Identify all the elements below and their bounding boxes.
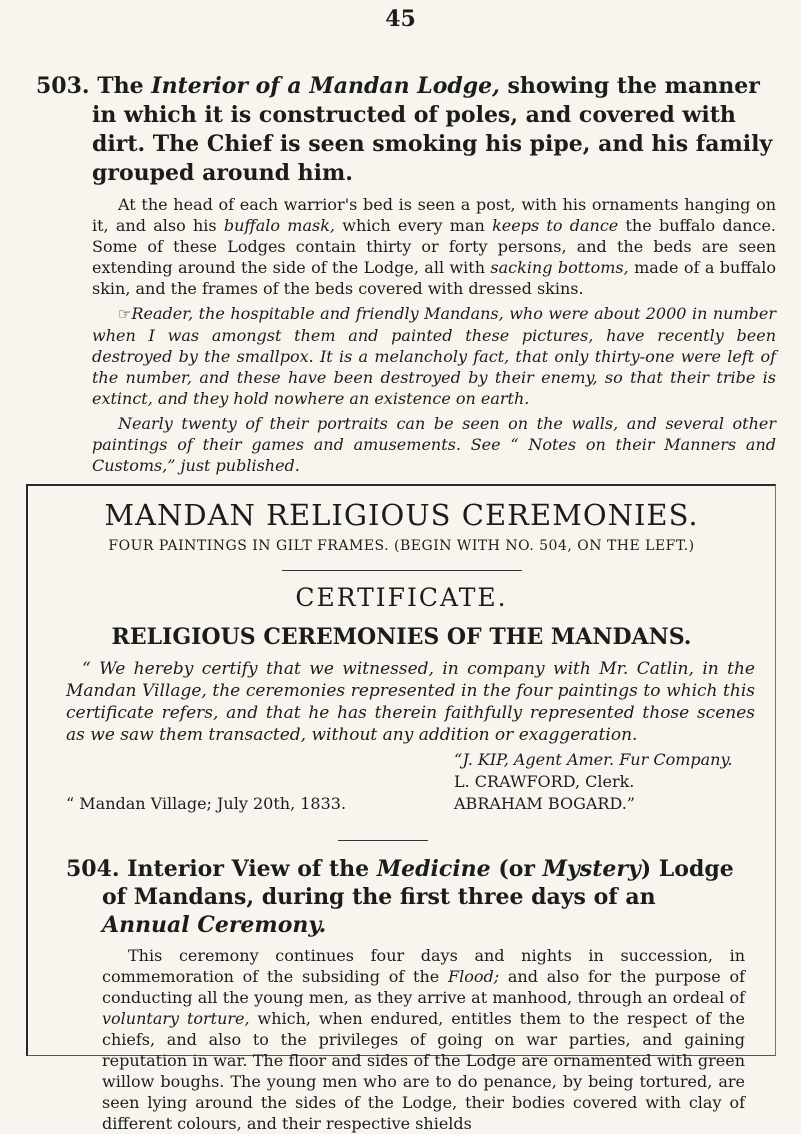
text: made of a buffalo skin, and the frames of the beds covered with dressed skins. [92, 258, 776, 298]
title-text: ) Lodge of Mandans, during the first three days of an [102, 856, 734, 910]
entry-number: 503. [36, 73, 90, 99]
certificate-title: CERTIFICATE. [295, 583, 508, 612]
italic-text: sacking bottoms, [490, 258, 629, 277]
certificate-date: “ Mandan Village; July 20th, 1833. [66, 794, 347, 813]
title-italic: of [247, 73, 280, 99]
italic-text: voluntary torture, [102, 1009, 250, 1028]
certificate-body: “ We hereby certify that we witnessed, in company with Mr. Catlin, in the Mandan Village, the ceremonies represented in the four paintings to which this certificate refers, and that he has therein faithfully represented those scenes as we saw them transacted, without any addition or exaggeration. [66, 659, 755, 745]
divider [282, 570, 522, 571]
italic-text: keeps to dance [492, 216, 619, 235]
entry-504-body [102, 945, 745, 1134]
block-title: MANDAN RELIGIOUS CEREMONIES. [104, 498, 699, 532]
italic-text: Flood; [447, 967, 500, 986]
ceremonies-block [26, 484, 776, 1133]
entry-503-body [92, 194, 776, 476]
title-text: The [97, 73, 152, 99]
text: the buffalo dance. Some of these Lodges contain thirty or forty persons, and the beds are seen extending around the side of the Lodge, all with [92, 216, 777, 277]
pointing-hand-icon: ☞ [118, 305, 132, 323]
signatures [28, 746, 775, 824]
text: and also for the purpose of conducting all the young men, as they arrive at manhood, through an ordeal of [102, 967, 745, 1007]
block-subtitle: FOUR PAINTINGS IN GILT FRAMES. (BEGIN WITH NO. 504, ON THE LEFT.) [108, 538, 695, 554]
title-text: (or [490, 856, 543, 882]
paragraph-reader [92, 303, 776, 409]
certificate-heading: RELIGIOUS CEREMONIES OF THE MANDANS. [111, 624, 692, 650]
text: which, when endured, entitles them to the respect of the chiefs, and also to the privileges of going on war parties, and gaining reputation in war. The floor and sides of the Lodge are ornamented with green willow boughs. The young men who are to do penance, by being tortured, are seen lying around the sides of the Lodge, their bodies covered with clay of different colours, and their respective shields [102, 1009, 745, 1133]
entry-504 [66, 855, 745, 1134]
italic-text: buffalo mask, [223, 216, 335, 235]
title-text: showing the manner in which it is constructed of poles, and covered with dirt. The Chief is seen smoking his pipe, and his family grouped around him. [92, 73, 773, 186]
text: which every man [335, 216, 493, 235]
title-italic: Annual Ceremony. [102, 912, 327, 938]
title-italic: Interior [151, 73, 248, 99]
title-italic: a Mandan Lodge, [279, 73, 500, 99]
signature-kip: “J. KIP, Agent Amer. Fur Company. [454, 750, 733, 769]
signature-crawford: L. CRAWFORD, Clerk. [454, 772, 635, 791]
paragraph [92, 194, 776, 299]
text: This ceremony continues four days and nights in succession, in commemoration of the subsiding of the [102, 946, 745, 986]
title-italic: Medicine [376, 856, 491, 882]
paragraph-portraits: Nearly twenty of their portraits can be seen on the walls, and several other paintings of their games and amusements. See “ Notes on their Manners and Customs,” just published. [92, 414, 776, 475]
signature-bogard: ABRAHAM BOGARD.” [454, 794, 635, 813]
divider [338, 840, 428, 841]
title-italic: Mystery [542, 856, 641, 882]
entry-503 [36, 72, 776, 476]
text: At the head of each warrior's bed is seen a post, with his ornaments hanging on it, and also his [92, 195, 776, 235]
entry-503-title [36, 72, 776, 188]
entry-504-title [66, 855, 745, 939]
page-number: 45 [385, 6, 416, 32]
text: Reader, the hospitable and friendly Mandans, who were about 2000 in number when I was amongst them and painted these pictures, have recently been destroyed by the smallpox. It is a melancholy fact, that only thirty-one were left of the number, and these have been destroyed by their enemy, so that their tribe is extinct, and they hold nowhere an existence on earth. [92, 304, 776, 408]
title-text: Interior View of the [119, 856, 377, 882]
entry-number: 504. [66, 856, 120, 882]
